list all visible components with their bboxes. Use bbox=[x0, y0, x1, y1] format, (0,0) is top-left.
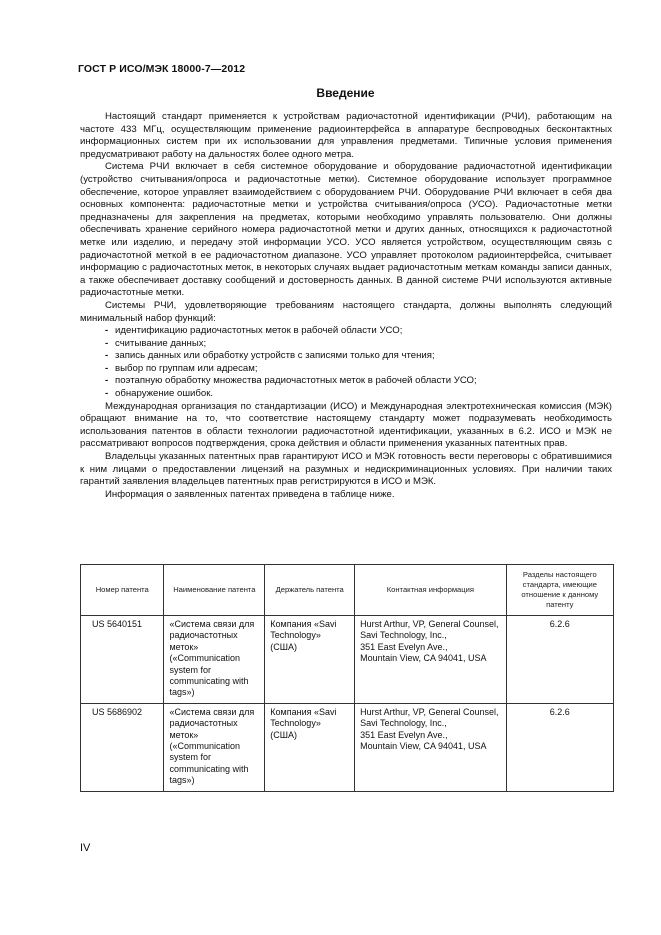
header-holder: Держатель патента bbox=[265, 565, 355, 616]
patent-name: «Система связи для радиочастотных меток» («Communication system for communicating with tags») bbox=[164, 616, 265, 704]
paragraph-patents-notice: Международная организация по стандартизации (ИСО) и Международная электротехническая комиссия (МЭК) обращают внимание на то, что соответствие настоящему стандарту может подразумевать необходимость использования патентов в области технологии радиочастотной идентификации, указанных в 6.2. ИСО и МЭК не рассматривают вопросов подтверждения, срока действия и области применения указанных патентных прав. bbox=[80, 400, 612, 450]
header-sections: Разделы настоящего стандарта, имеющие отношение к данному патенту bbox=[506, 565, 613, 616]
header-name: Наименование патента bbox=[164, 565, 265, 616]
list-marker: - bbox=[105, 388, 109, 400]
function-list bbox=[80, 325, 612, 401]
table-row bbox=[81, 703, 614, 791]
paragraph-scope: Настоящий стандарт применяется к устройствам радиочастотной идентификации (РЧИ), работающим на частоте 433 МГц, осуществляющим применение радиоинтерфейса в аппаратуре беспроводных бесконтактных информационных систем при их использовании для управления предметами. Типичные условия применения предусматривают работу на дальностях более одного метра. bbox=[80, 111, 612, 160]
patent-section: 6.2.6 bbox=[506, 616, 613, 704]
patent-number: US 5686902 bbox=[81, 703, 164, 791]
list-item: - запись данных или обработку устройств с записями только для чтения; bbox=[105, 350, 435, 362]
table-row bbox=[81, 616, 614, 704]
list-item: - считывание данных; bbox=[105, 337, 207, 349]
patent-table bbox=[80, 564, 614, 792]
paragraph-system: Система РЧИ включает в себя системное оборудование и оборудование радиочастотной идентификации (устройство считывания/опроса и радиочастотные метки). Системное оборудование использует программное обеспечение, которое управляет взаимодействием с оборудованием РЧИ. Оборудование РЧИ включает в себя два основных компонента: радиочастотные метки и устройства считывания/опроса (УСО). Радиочастотные метки предназначены для закрепления на предметах, которыми необходимо управлять пользователю. Они должны обеспечивать хранение серийного номера радиочастотной метки и других данных, относящихся к радиочастотной метке или изделию, и передачу этой информации УСО. УСО является устройством, осуществляющим связь с радиочастотной меткой в ее радиочастотном диапазоне. УСО управляет протоколом радиоинтерфейса, считывает информацию с радиочастотных меток, в некоторых случаях выдает радиочастотным меткам команды записи данных, а также обеспечивает доставку сообщений и достоверность данных. В данной системе РЧИ используются активные радиочастотные метки. bbox=[80, 161, 612, 299]
paragraph-functions: Системы РЧИ, удовлетворяющие требованиям настоящего стандарта, должны выполнять следующий минимальный набор функций: bbox=[80, 299, 612, 324]
patent-section: 6.2.6 bbox=[506, 703, 613, 791]
section-title: Введение bbox=[316, 86, 375, 100]
patent-name: «Система связи для радиочастотных меток» («Communication system for communicating with tags») bbox=[164, 703, 265, 791]
list-item: - идентификацию радиочастотных меток в рабочей области УСО; bbox=[105, 325, 403, 337]
patent-contact: Hurst Arthur, VP, General Counsel, Savi Technology, Inc., 351 East Evelyn Ave., Mountain View, CA 94041, USA bbox=[355, 703, 507, 791]
patent-holder: Компания «Savi Technology» (США) bbox=[265, 616, 355, 704]
table-header-row bbox=[81, 565, 614, 616]
introduction-body bbox=[80, 111, 612, 501]
list-marker: - bbox=[105, 362, 109, 374]
list-marker: - bbox=[105, 350, 109, 362]
patent-number: US 5640151 bbox=[81, 616, 164, 704]
header-number: Номер патента bbox=[81, 565, 164, 616]
standard-header: ГОСТ Р ИСО/МЭК 18000-7—2012 bbox=[78, 63, 246, 75]
list-marker: - bbox=[105, 325, 109, 337]
list-marker: - bbox=[105, 375, 109, 387]
patent-holder: Компания «Savi Technology» (США) bbox=[265, 703, 355, 791]
paragraph-table-intro: Информация о заявленных патентах приведена в таблице ниже. bbox=[105, 488, 395, 500]
page-number: IV bbox=[80, 842, 91, 854]
list-item: - обнаружение ошибок. bbox=[105, 388, 214, 400]
list-marker: - bbox=[105, 337, 109, 349]
patent-contact: Hurst Arthur, VP, General Counsel, Savi Technology, Inc., 351 East Evelyn Ave., Mountain View, CA 94041, USA bbox=[355, 616, 507, 704]
paragraph-patent-holders: Владельцы указанных патентных прав гарантируют ИСО и МЭК готовность вести переговоры с обратившимися к ним лицами о предоставлении лицензий на разумных и недискриминационных условиях. При наличии таких гарантий заявления владельцев патентных прав регистрируются в ИСО и МЭК. bbox=[80, 451, 612, 488]
list-item: - выбор по группам или адресам; bbox=[105, 362, 258, 374]
header-contact: Контактная информация bbox=[355, 565, 507, 616]
list-item: - поэтапную обработку множества радиочастотных меток в рабочей области УСО; bbox=[105, 375, 477, 387]
